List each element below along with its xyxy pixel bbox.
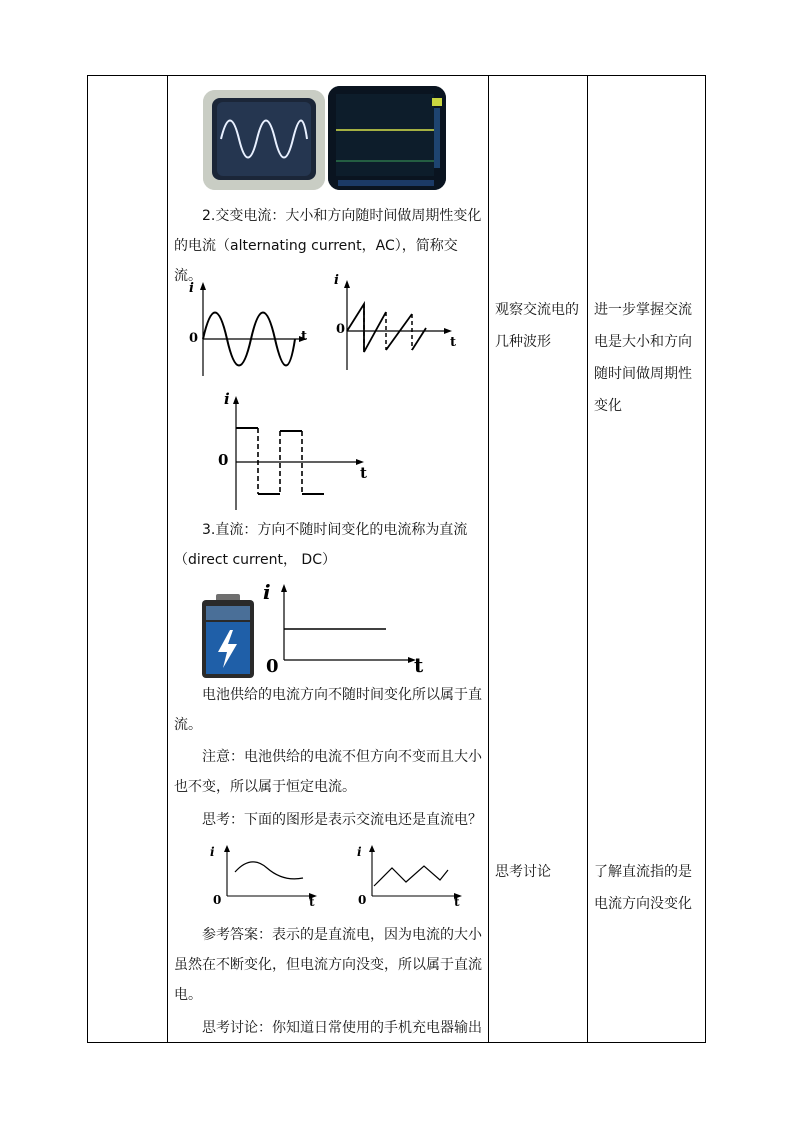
axis-t-label: t [309, 895, 315, 908]
reference-answer: 参考答案：表示的是直流电，因为电流的大小虽然在不断变化，但电流方向没变，所以属于直流电。 [174, 927, 482, 1003]
column-divider-1 [167, 75, 168, 1043]
intent-ac-definition: 进一步掌握交流电是大小和方向随时间做周期性变化 [594, 302, 692, 414]
table-border-right [705, 75, 706, 1043]
origin-label: 0 [336, 322, 346, 337]
origin-label: 0 [189, 331, 199, 346]
origin-label: 0 [266, 656, 279, 676]
column-divider-2 [488, 75, 489, 1043]
axis-i-label: i [189, 281, 194, 296]
axis-i-label: i [334, 273, 339, 288]
axis-t-label: t [454, 895, 460, 908]
activity-observe-waveforms: 观察交流电的几种波形 [495, 302, 579, 350]
axis-i-label: i [357, 845, 362, 859]
dc-graph [260, 580, 430, 676]
sawtooth-wave-graph [328, 270, 468, 374]
axis-i-label: i [224, 390, 230, 408]
intent-dc-definition: 了解直流指的是电流方向没变化 [594, 864, 692, 912]
question-graph-wave [205, 842, 325, 908]
column-divider-3 [587, 75, 588, 1043]
sine-wave-graph [183, 276, 323, 380]
origin-label: 0 [213, 893, 222, 907]
origin-label: 0 [218, 451, 229, 469]
axis-i-label: i [210, 845, 215, 859]
oscilloscope-photo-dc [328, 86, 446, 190]
question-graph-triangle [352, 842, 472, 908]
oscilloscope-photo-sine [203, 90, 325, 190]
table-border-left [87, 75, 88, 1043]
ac-definition: 2.交变电流：大小和方向随时间做周期性变化的电流（alternating current，AC），简称交流。 [174, 208, 482, 284]
axis-i-label: i [263, 580, 271, 604]
dc-definition: 3.直流：方向不随时间变化的电流称为直流（direct current， DC） [174, 522, 468, 568]
battery-icon [200, 594, 256, 680]
square-wave-graph [212, 388, 382, 514]
activity-discussion: 思考讨论 [495, 864, 551, 880]
axis-t-label: t [301, 329, 308, 344]
axis-t-label: t [450, 335, 457, 350]
table-border-top [87, 75, 706, 76]
axis-t-label: t [360, 464, 367, 482]
constant-current-note: 注意：电池供给的电流不但方向不变而且大小也不变，所以属于恒定电流。 [174, 749, 482, 795]
battery-note: 电池供给的电流方向不随时间变化所以属于直流。 [174, 687, 482, 733]
axis-t-label: t [414, 653, 424, 676]
question-text: 思考：下面的图形是表示交流电还是直流电？ [202, 812, 482, 828]
origin-label: 0 [358, 893, 367, 907]
discussion-prompt: 思考讨论：你知道日常使用的手机充电器输出 [202, 1020, 482, 1036]
